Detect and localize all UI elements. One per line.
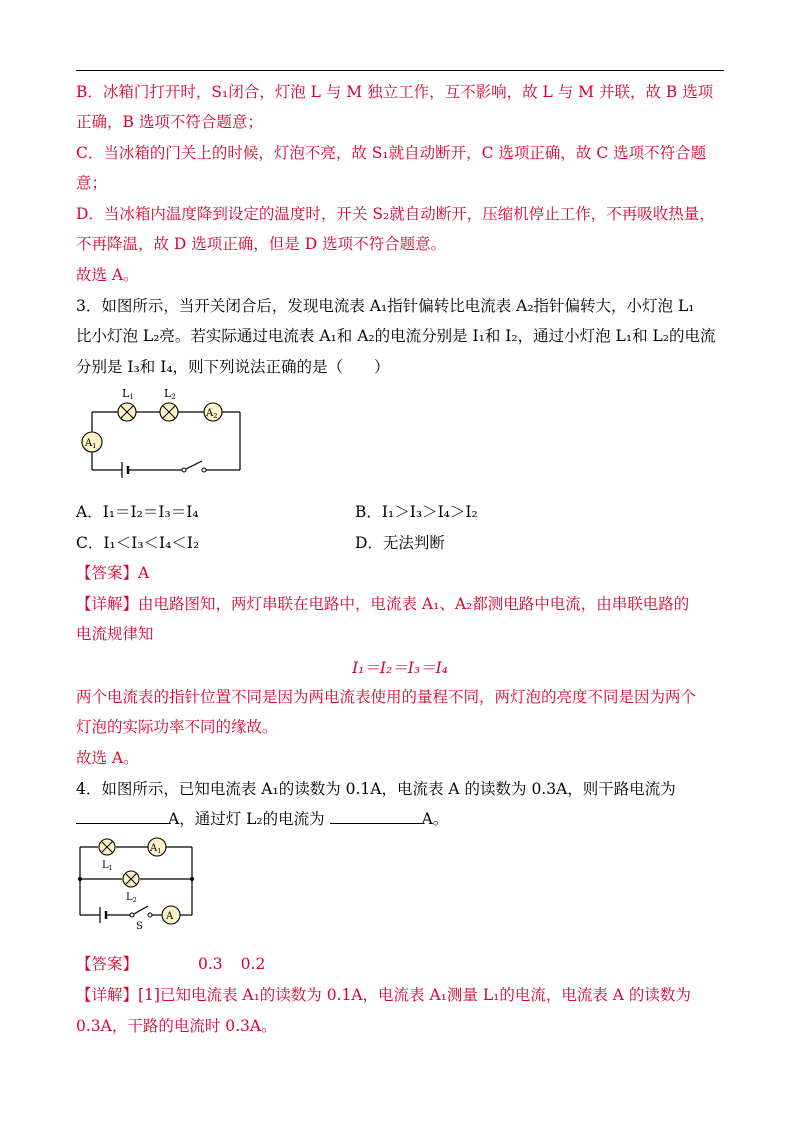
q3-stem-line3: 分别是 I₃和 I₄，则下列说法正确的是（ ）	[76, 358, 390, 376]
q3-lamp-l1-icon	[118, 403, 136, 421]
q4-blank-2[interactable]	[330, 809, 422, 824]
q3-formula: I₁＝I₂＝I₃＝I₄	[352, 659, 448, 677]
q4-lamp-l2-icon	[123, 871, 139, 887]
q3-detail-line2: 电流规律知	[76, 625, 154, 643]
q4-switch-icon	[130, 906, 152, 917]
q3-detail-line4: 灯泡的实际功率不同的缘故。	[76, 718, 278, 736]
q4-stem-line2-end: A。	[421, 810, 449, 828]
q4-lamp-l1-icon	[99, 839, 115, 855]
q3-detail-line3: 两个电流表的指针位置不同是因为两电流表使用的量程不同，两灯泡的亮度不同是因为两个	[76, 688, 697, 706]
q3-lamp-l2-icon	[160, 403, 178, 421]
q3-stem-line1: 3．如图所示，当开关闭合后，发现电流表 A₁指针偏转比电流表 A₂指针偏转大，小灯泡 L₁	[76, 297, 695, 315]
q4-switch-label: S	[136, 921, 143, 932]
q4-stem-line2	[76, 809, 448, 829]
q4-stem-line1: 4．如图所示，已知电流表 A₁的读数为 0.1A，电流表 A 的读数为 0.3A，则干路电流为	[76, 780, 676, 798]
q4-answer-label: 【答案】	[76, 955, 139, 973]
q2-option-b-explain-2: 正确，B 选项不符合题意；	[76, 113, 263, 131]
q4-ammeter-a1-icon	[148, 838, 166, 856]
q3-detail-line1: 【详解】由电路图知，两灯串联在电路中，电流表 A₁、A₂都测电路中电流，由串联电路的	[76, 595, 690, 613]
q4-circuit-diagram	[76, 835, 206, 930]
q4-answer-value-1: 0.3	[198, 955, 223, 973]
svg-text:A2: $A_2$	[206, 408, 218, 420]
q3-ammeter-a2-icon	[204, 403, 222, 421]
q3-option-b: B．I₁＞I₃＞I₄＞I₂	[355, 503, 478, 521]
q3-switch-icon	[182, 461, 206, 472]
q3-option-a: A．I₁＝I₂＝I₃＝I₄	[76, 503, 199, 521]
q4-detail-line1: 【详解】[1]已知电流表 A₁的读数为 0.1A，电流表 A₁测量 L₁的电流，电流表 A 的读数为	[76, 986, 691, 1004]
q4-lamp-l1-label: $L_1$	[102, 860, 113, 872]
q2-option-c-explain-2: 意；	[76, 174, 108, 192]
q3-answer-label: 【答案】	[76, 564, 139, 582]
header-rule	[76, 70, 724, 71]
q3-conclusion: 故选 A。	[76, 749, 139, 767]
q2-conclusion: 故选 A。	[76, 266, 139, 284]
q3-lamp-l2-label: L2	[164, 387, 176, 401]
svg-text:A: A	[166, 911, 174, 922]
svg-text:A1: $A_1$	[150, 843, 162, 855]
q3-answer	[76, 563, 149, 583]
q3-lamp-l1-label: L1	[122, 387, 134, 401]
q4-stem-line2-mid: A，通过灯 L₂的电流为	[168, 810, 325, 828]
q2-option-b-explain-1: B．冰箱门打开时，S₁闭合，灯泡 L 与 M 独立工作，互不影响，故 L 与 M 并联，故 B 选项	[76, 83, 714, 101]
q4-blank-1[interactable]	[76, 809, 168, 824]
q3-stem-line2: 比小灯泡 L₂亮。若实际通过电流表 A₁和 A₂的电流分别是 I₁和 I₂，通过小灯泡 L₁和 L₂的电流	[76, 327, 716, 345]
q3-option-d: D．无法判断	[355, 534, 445, 552]
q3-option-c: C．I₁＜I₃＜I₄＜I₂	[76, 534, 200, 552]
q4-detail-line2: 0.3A，干路的电流时 0.3A。	[76, 1017, 277, 1035]
svg-text:A1: $A_1$	[85, 438, 97, 450]
q3-circuit-diagram	[76, 385, 246, 480]
q4-lamp-l2-label: $L_2$	[126, 892, 137, 904]
q2-option-d-explain-2: 不再降温，故 D 选项正确，但是 D 选项不符合题意。	[76, 235, 447, 253]
q2-option-c-explain-1: C．当冰箱的门关上的时候，灯泡不亮，故 S₁就自动断开，C 选项正确，故 C 选项不符合题	[76, 144, 707, 162]
q3-ammeter-a1-icon	[82, 432, 102, 452]
q4-answer-value-2: 0.2	[240, 955, 266, 973]
q3-answer-value: A	[138, 564, 150, 582]
q2-option-d-explain-1: D．当冰箱内温度降到设定的温度时，开关 S₂就自动断开，压缩机停止工作，不再吸收热量，	[76, 205, 715, 223]
q4-answer	[76, 954, 265, 974]
q4-ammeter-a-icon	[162, 906, 180, 924]
